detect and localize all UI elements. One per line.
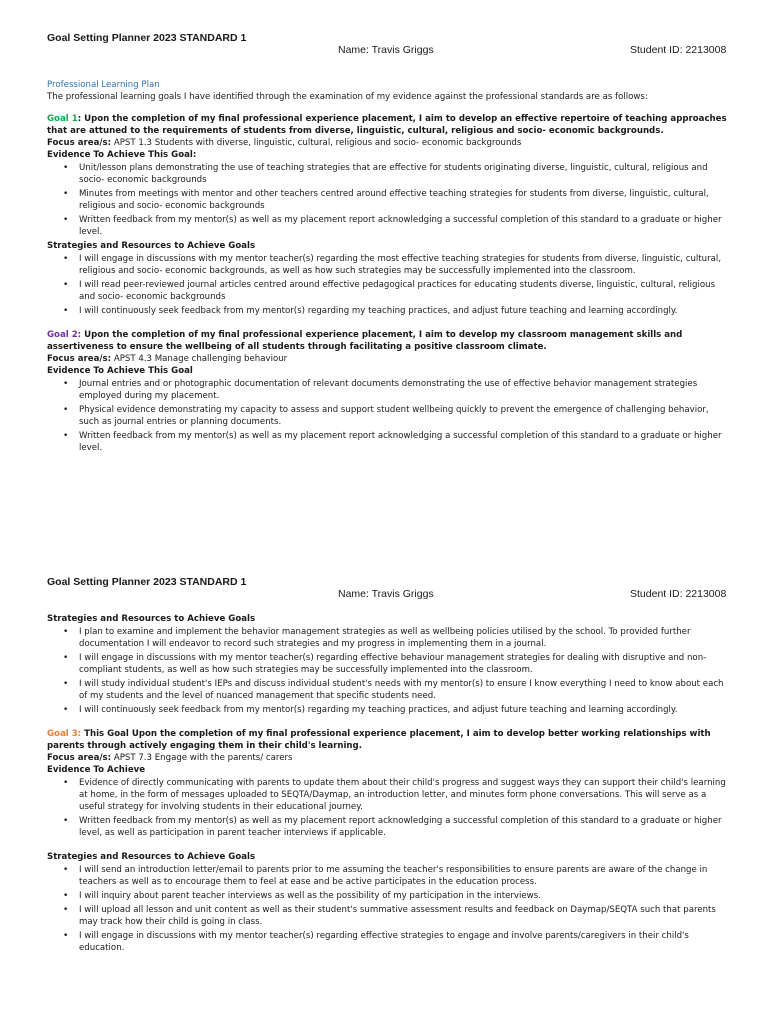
evidence-heading: Evidence To Achieve <box>47 765 146 775</box>
evidence-list <box>47 162 727 238</box>
list-item: • Unit/lesson plans demonstrating the use of teaching strategies that are effective for students originating diverse, linguistic, cultural, religious and socio- economic backgrounds <box>63 163 708 185</box>
page-header <box>0 32 768 62</box>
goal-label: Goal 3: <box>47 729 82 739</box>
bullet-icon: • <box>63 778 69 788</box>
bullet-icon: • <box>63 280 69 290</box>
list-item: • I will engage in discussions with my mentor teacher(s) regarding effective strategies to engage and involve parents/caregivers in their child's education. <box>63 931 689 953</box>
goal-text: This Goal Upon the completion of my final professional experience placement, I aim to develop better working relationships with parents through actively engaging them in their child's learning. <box>47 729 711 751</box>
focus-text: APST 4.3 Manage challenging behaviour <box>111 354 288 364</box>
goal-statement <box>47 728 727 752</box>
focus-label: Focus area/s: <box>47 138 112 148</box>
list-item: • Written feedback from my mentor(s) as well as my placement report acknowledging a successful completion of this standard to a graduate or higher level, as well as participation in parent teacher interviews if applicable. <box>63 816 722 838</box>
list-item: • Written feedback from my mentor(s) as well as my placement report acknowledging a successful completion of this standard to a graduate or higher level. <box>63 215 722 237</box>
list-item: • I will engage in discussions with my mentor teacher(s) regarding effective behaviour management strategies for dealing with disruptive and non-compliant students, as well as how such strategies may be successfully implemented into the classroom. <box>63 653 707 675</box>
list-item: • I will continuously seek feedback from my mentor(s) regarding my teaching practices, and adjust future teaching and learning accordingly. <box>63 705 678 715</box>
bullet-icon: • <box>63 627 69 637</box>
list-item: • Physical evidence demonstrating my capacity to assess and support student wellbeing quickly to prevent the emergence of challenging behavior, such as journal entries or planning documents. <box>63 405 709 427</box>
evidence-list <box>47 378 727 454</box>
goal-statement <box>47 113 727 137</box>
list-item: • Evidence of directly communicating with parents to update them about their child's progress and suggest ways they can support their child's learning at home, in the form of messages uploaded to SEQTA/Daymap, an introduction letter, and minutes form phone conversations. This will serve as a useful strategy for involving students in their educational journey. <box>63 778 726 812</box>
planner-title: Goal Setting Planner 2023 STANDARD 1 <box>47 576 247 588</box>
student-name: Name: Travis Griggs <box>338 588 434 600</box>
focus-area <box>47 353 727 365</box>
planner-title: Goal Setting Planner 2023 STANDARD 1 <box>47 32 247 44</box>
bullet-icon: • <box>63 679 69 689</box>
focus-area <box>47 752 727 764</box>
strategies-heading: Strategies and Resources to Achieve Goals <box>47 614 256 624</box>
strategies-list <box>47 253 727 317</box>
goal-label: Goal 2: <box>47 330 82 340</box>
list-item: • I will inquiry about parent teacher interviews as well as the possibility of my participation in the interviews. <box>63 891 541 901</box>
student-name: Name: Travis Griggs <box>338 44 434 56</box>
page-header <box>0 576 768 606</box>
list-item: • I will continuously seek feedback from my mentor(s) regarding my teaching practices, and adjust future teaching and learning accordingly. <box>63 306 678 316</box>
strategies-heading: Strategies and Resources to Achieve Goals <box>47 852 256 862</box>
goal-text: : Upon the completion of my final professional experience placement, I aim to develop an effective repertoire of teaching approaches that are attuned to the requirements of students from diverse, linguistic, cultural, religious and socio- economic backgrounds. <box>47 114 727 136</box>
focus-label: Focus area/s: <box>47 753 112 763</box>
list-item: • Journal entries and or photographic documentation of relevant documents demonstrating the use of effective behavior management strategies employed during my placement. <box>63 379 698 401</box>
evidence-list <box>47 777 727 839</box>
bullet-icon: • <box>63 254 69 264</box>
goal-text: Upon the completion of my final professional experience placement, I aim to develop my classroom management skills and assertiveness to ensure the wellbeing of all students through facilitating a positive classroom climate. <box>47 330 683 352</box>
list-item: • I will engage in discussions with my mentor teacher(s) regarding the most effective teaching strategies for students from diverse, linguistic, cultural, religious and socio- economic backgrounds, as well as how such strategies may be successfully implemented into the classroom. <box>63 254 722 276</box>
focus-text: APST 1.3 Students with diverse, linguistic, cultural, religious and socio- economic backgrounds <box>111 138 522 148</box>
student-id: Student ID: 2213008 <box>630 588 727 600</box>
goal-label: Goal 1 <box>47 114 78 124</box>
bullet-icon: • <box>63 379 69 389</box>
list-item: • Minutes from meetings with mentor and other teachers centred around effective teaching strategies for students from diverse, linguistic, cultural, religious and socio- economic backgrounds <box>63 189 709 211</box>
bullet-icon: • <box>63 431 69 441</box>
list-item: • I will read peer-reviewed journal articles centred around effective pedagogical practices for educating students diverse, linguistic, cultural, religious and socio- economic backgrounds <box>63 280 716 302</box>
bullet-icon: • <box>63 905 69 915</box>
focus-text: APST 7.3 Engage with the parents/ carers <box>111 753 293 763</box>
evidence-heading: Evidence To Achieve This Goal <box>47 366 193 376</box>
focus-area <box>47 137 727 149</box>
bullet-icon: • <box>63 163 69 173</box>
list-item: • I will send an introduction letter/email to parents prior to me assuming the teacher's responsibilities to ensure parents are aware of the change in teachers as well as to encourage them to feel at ease and be active participates in the education process. <box>63 865 708 887</box>
bullet-icon: • <box>63 891 69 901</box>
bullet-icon: • <box>63 215 69 225</box>
page-one-body <box>47 79 727 456</box>
bullet-icon: • <box>63 816 69 826</box>
bullet-icon: • <box>63 705 69 715</box>
list-item: • I plan to examine and implement the behavior management strategies as well as wellbeing policies utilised by the school. To provided further documentation I will endeavor to record such strategies and my progress in implementing them in a journal. <box>63 627 691 649</box>
bullet-icon: • <box>63 653 69 663</box>
section-heading: Professional Learning Plan <box>47 80 160 90</box>
strategies-list <box>47 626 727 716</box>
bullet-icon: • <box>63 189 69 199</box>
evidence-heading: Evidence To Achieve This Goal: <box>47 150 197 160</box>
intro-text: The professional learning goals I have identified through the examination of my evidence against the professional standards are as follows: <box>47 92 648 102</box>
list-item: • Written feedback from my mentor(s) as well as my placement report acknowledging a successful completion of this standard to a graduate or higher level. <box>63 431 722 453</box>
list-item: • I will upload all lesson and unit content as well as their student's summative assessment results and feedback on Daymap/SEQTA such that parents may track how their child is going in class. <box>63 905 716 927</box>
bullet-icon: • <box>63 931 69 941</box>
strategies-heading: Strategies and Resources to Achieve Goals <box>47 241 256 251</box>
bullet-icon: • <box>63 405 69 415</box>
student-id: Student ID: 2213008 <box>630 44 727 56</box>
page-two-body <box>47 613 727 956</box>
focus-label: Focus area/s: <box>47 354 112 364</box>
bullet-icon: • <box>63 306 69 316</box>
list-item: • I will study individual student's IEPs and discuss individual student's needs with my mentor(s) to ensure I know everything I need to know about each of my students and the level of nuanced management that specific students need. <box>63 679 724 701</box>
strategies-list <box>47 864 727 954</box>
bullet-icon: • <box>63 865 69 875</box>
goal-statement <box>47 329 727 353</box>
